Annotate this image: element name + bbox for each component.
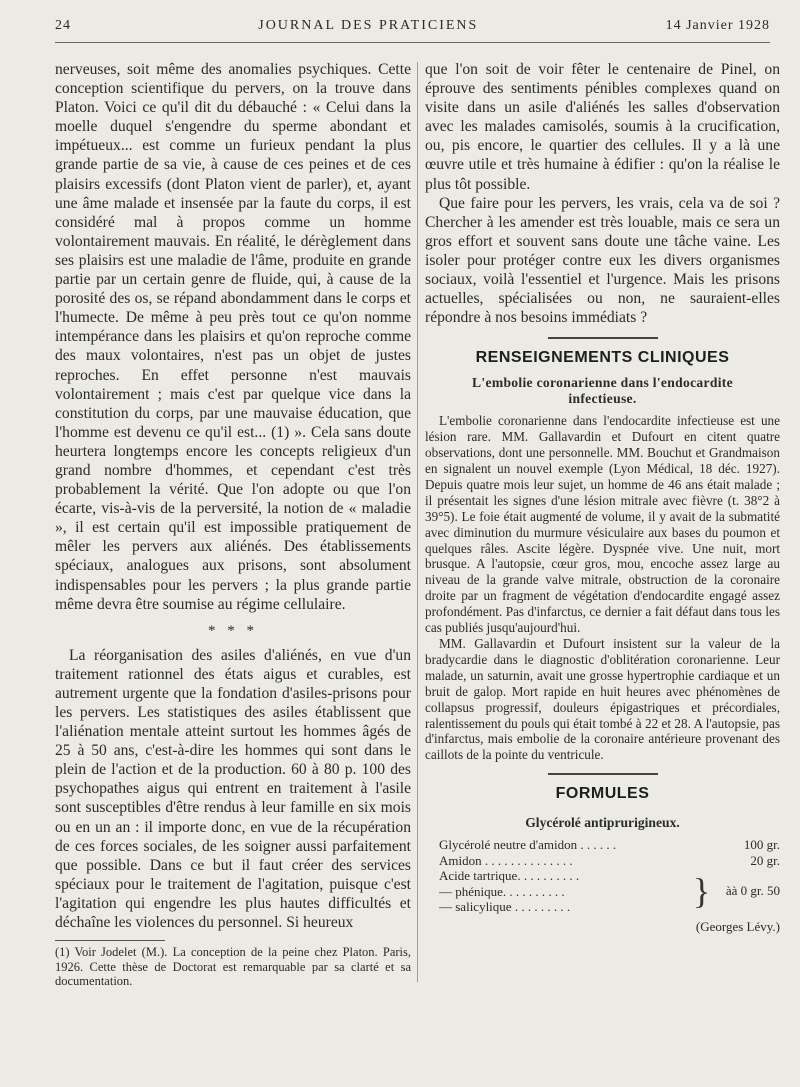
footnote: (1) Voir Jodelet (M.). La conception de la peine chez Platon. Paris, 1926. Cette thèse de Doctorat est remarquable par sa clarté et sa documentation.: [55, 945, 411, 989]
formula-row: [425, 837, 780, 853]
formula-row: [425, 899, 780, 915]
ingredient-qty: 20 gr.: [750, 852, 780, 868]
formula-signature: (Georges Lévy.): [695, 918, 780, 934]
clinical-paragraph-1: L'embolie coronarienne dans l'endocardite infectieuse est une lésion rare. MM. Gallavardin et Dufourt en citent quatre observations, dont une personnelle. MM. Bouchut et Grandmaison en signalent un nouvel exemple (Lyon Médical, 18 déc. 1927). Depuis quatre mois leur sujet, un homme de 46 ans était malade ; il présentait les signes d'une lésion mitrale avec fièvre (t. 38°2 à 39°5). Le foie était augmenté de volume, il y avait de la submatité avec diminution du murmure vésiculaire aux bases du poumon et quelques râles. Ascite légère. Dyspnée vive. Une nuit, mort brusque. A l'autopsie, cœur gros, mou, encoche assez large au niveau de la grande valve mitrale, obstruction de la coronaire droite par un fragment de végétation d'endocardite engagé assez profondément. Pas d'infarctus, ce dernier a fait défaut dans tous les cas publiés jusqu'aujourd'hui.: [425, 413, 780, 636]
clinical-paragraph-2: MM. Gallavardin et Dufourt insistent sur la valeur de la bradycardie dans le diagnostic d'oblitération coronarienne. Leur malade, un saturnin, avait une grosse hypertrophie cardiaque et un bruit de galop. Mort rapide en huit heures avec phénomènes de collapsus progressif, douleurs épigastriques et précordiales, ralentissement du pouls qui était tombé à 22 et 28. A l'autopsie, pas d'infarctus, mais embolie de la coronaire antérieure provenant des caillots de la pointe du ventricule.: [425, 636, 780, 763]
left-column: [55, 60, 411, 989]
ingredient-name: Amidon . . . . . . . . . . . . . .: [439, 852, 573, 868]
section-title-formulas: FORMULES: [555, 785, 650, 803]
footnote-rule: [55, 940, 165, 941]
right-paragraph-1: que l'on soit de voir fêter le centenaire de Pinel, on éprouve des sentiments pénibles complexes quand on visite dans un asile d'aliénés les salles d'observation avec les malades camisolés, soumis à la crucification, ou, pis encore, le quartier des cellules. Il y a là une œuvre utile et très humaine à édifier : qu'on la réalise le plus tôt possible.: [425, 61, 780, 193]
braced-ingredients: [425, 868, 780, 915]
column-divider: [417, 62, 418, 982]
ingredient-name: — salicylique . . . . . . . . .: [439, 899, 571, 915]
formula-title: Glycérolé antiprurigineux.: [525, 815, 680, 831]
ingredient-name: Acide tartrique. . . . . . . . . .: [439, 868, 580, 884]
header-rule: [55, 42, 770, 43]
brace-symbol: }: [693, 871, 711, 912]
issue-date: 14 Janvier 1928: [665, 18, 770, 33]
formula-row: [425, 868, 780, 884]
ingredient-name: — phénique. . . . . . . . . .: [439, 883, 565, 899]
left-paragraph-2: La réorganisation des asiles d'aliénés, en vue d'un traitement rationnel des états aigus et curables, est autrement urgente que la fondation d'asiles-prisons pour les pervers. Les statistiques des asiles établissent que l'aliénation mentale atteint surtout les hommes âgés de 25 à 50 ans, c'est-à-dire les hommes qui sont dans le plein de l'action et de la production. 60 à 80 p. 100 des psychopathes aigus qui entrent en traitement à l'asile sont susceptibles d'être rendus à leur famille en six mois ou en un an : il importe donc, en vue de la récupération de ces forces sociales, de les soigner aussi parfaitement que possible. Dans ce but il faut créer des services spéciaux pour le traitement de l'agitation, puisque c'est l'agitation qui engendre les plus hautes difficultés et déchaîne les violences du personnel. Si heureux: [55, 646, 411, 932]
section-rule-2: [548, 773, 658, 775]
ingredient-qty: 100 gr.: [743, 837, 780, 853]
left-paragraph-1: nerveuses, soit même des anomalies psychiques. Cette conception scientifique du pervers, on la trouve dans Platon. Voici ce qu'il dit du débauché : « Celui dans la moelle duquel s'engendre du sperme abondant et impétueux... est comme un furieux pendant la plus grande partie de sa vie, à cause de ces peines et de ces plaisirs excessifs (dont Platon vient de parler), et, ayant une âme malade et insensée par la faute du corps, il est considéré mal à propos comme un homme volontairement mauvais. En réalité, le dérèglement dans ses plaisirs est une maladie de l'âme, produite en grande partie par un certain genre de fluide, qui, à cause de la porosité des os, se répand abondamment dans le corps et l'humecte. De même à peu près tout ce qu'on nomme intempérance dans les plaisirs et qu'on reproche comme des maux volontaires, n'est pas un objet de justes reproches. En effet personne n'est mauvais volontairement ; mais c'est par quelque vice dans la constitution du corps, par une mauvaise éducation, que l'homme est devenu ce qu'il est... (1) ». Cela sans doute heurtera longtemps encore les concepts religieux d'un grand nombre d'hommes, et cependant c'est très probablement la vérité. Que l'on adopte ou que l'on écarte, vis-à-vis de la perversité, la notion de « maladie », il est certain qu'il est impossible pratiquement de mêler les pervers aux aliénés. Des établissements spéciaux, analogues aux prisons, sont absolument indispensables pour les pervers ; la plus grande partie même devra être soumise au régime cellulaire.: [55, 61, 411, 613]
section-rule: [548, 337, 658, 339]
right-paragraph-2: Que faire pour les pervers, les vrais, cela va de soi ? Chercher à les amender est très louable, mais ce sera un gros effort et souvent sans doute une tâche vaine. Les isoler pour protéger contre eux les divers organismes sociaux, voilà l'essentiel et l'urgence. Mais les prisons actuelles, spécialisées ou non, ne sauraient-elles répondre à nos besoins immédiats ?: [425, 194, 780, 327]
page-header: [55, 18, 770, 40]
right-column: [425, 60, 780, 935]
article-subheading: L'embolie coronarienne dans l'endocardite infectieuse.: [472, 375, 733, 407]
formula-row: [425, 853, 780, 869]
journal-title: JOURNAL DES PRATICIENS: [258, 18, 479, 33]
section-title-clinical: RENSEIGNEMENTS CLINIQUES: [475, 349, 730, 367]
asterism: * * *: [208, 622, 258, 639]
ingredient-name: Glycérolé neutre d'amidon . . . . . .: [439, 837, 617, 853]
braced-qty: àà 0 gr. 50: [725, 883, 780, 899]
page-number: 24: [55, 18, 71, 33]
